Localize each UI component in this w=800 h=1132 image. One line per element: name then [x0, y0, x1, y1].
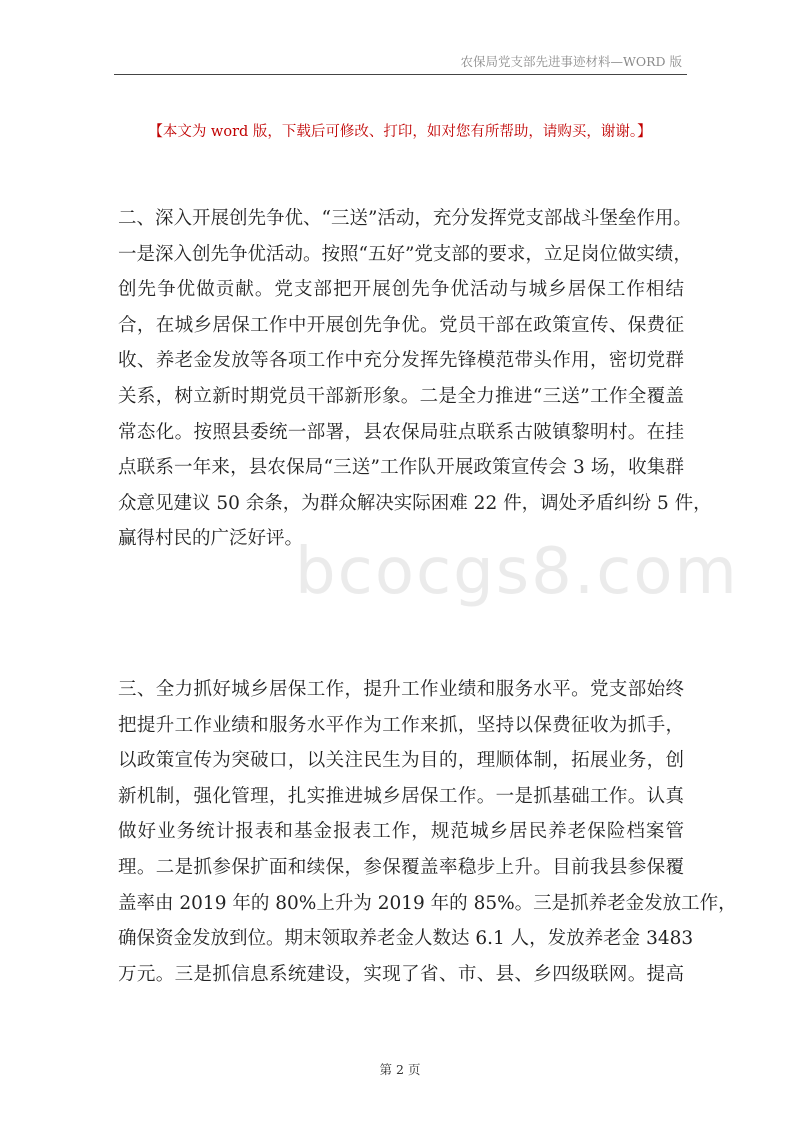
text-line: 创先争优做贡献。党支部把开展创先争优活动与城乡居保工作相结 [118, 279, 684, 301]
text-line: 二、深入开展创先争优、“三送”活动，充分发挥党支部战斗堡垒作用。 [118, 208, 692, 229]
paragraph-section-2 [118, 201, 712, 557]
page-number: 第 2 页 [379, 1062, 421, 1077]
text-line: 众意见建议 50 余条，为群众解决实际困难 22 件，调处矛盾纠纷 5 件， [118, 492, 712, 514]
text-line: 盖率由 2019 年的 80%上升为 2019 年的 85%。三是抓养老金发放工作， [118, 892, 737, 914]
text-line: 做好业务统计报表和基金报表工作，规范城乡居民养老保险档案管 [118, 821, 684, 843]
text-line: 万元。三是抓信息系统建设，实现了省、市、县、乡四级联网。提高 [118, 963, 684, 985]
paragraph-section-3 [118, 672, 737, 992]
purchase-notice: 【本文为 word 版，下载后可修改、打印，如对您有所帮助，请购买，谢谢。】 [148, 124, 652, 140]
text-line: 理。二是抓参保扩面和续保，参保覆盖率稳步上升。目前我县参保覆 [118, 856, 684, 878]
header-divider [114, 74, 687, 75]
text-line: 常态化。按照县委统一部署，县农保局驻点联系古陂镇黎明村。在挂 [118, 421, 684, 443]
text-line: 确保资金发放到位。期末领取养老金人数达 6.1 人，发放养老金 3483 [118, 928, 694, 950]
text-line: 三、全力抓好城乡居保工作，提升工作业绩和服务水平。党支部始终 [118, 679, 684, 700]
text-line: 赢得村民的广泛好评。 [118, 528, 304, 550]
text-line: 关系，树立新时期党员干部新形象。二是全力推进“三送”工作全覆盖 [118, 385, 684, 407]
text-line: 新机制，强化管理，扎实推进城乡居保工作。一是抓基础工作。认真 [118, 785, 684, 807]
text-line: 收、养老金发放等各项工作中充分发挥先锋模范带头作用，密切党群 [118, 350, 684, 372]
text-line: 以政策宣传为突破口，以关注民生为目的，理顺体制，拓展业务，创 [118, 750, 684, 772]
text-line: 合，在城乡居保工作中开展创先争优。党员干部在政策宣传、保费征 [118, 314, 684, 336]
text-line: 把提升工作业绩和服务水平作为工作来抓，坚持以保费征收为抓手， [118, 714, 684, 736]
text-line: 一是深入创先争优活动。按照“五好”党支部的要求，立足岗位做实绩， [118, 243, 692, 265]
document-header-title: 农保局党支部先进事迹材料—WORD 版 [460, 54, 682, 69]
text-line: 点联系一年来，县农保局“三送”工作队开展政策宣传会 3 场，收集群 [118, 457, 684, 479]
watermark: bcocgs8.com [295, 535, 739, 609]
